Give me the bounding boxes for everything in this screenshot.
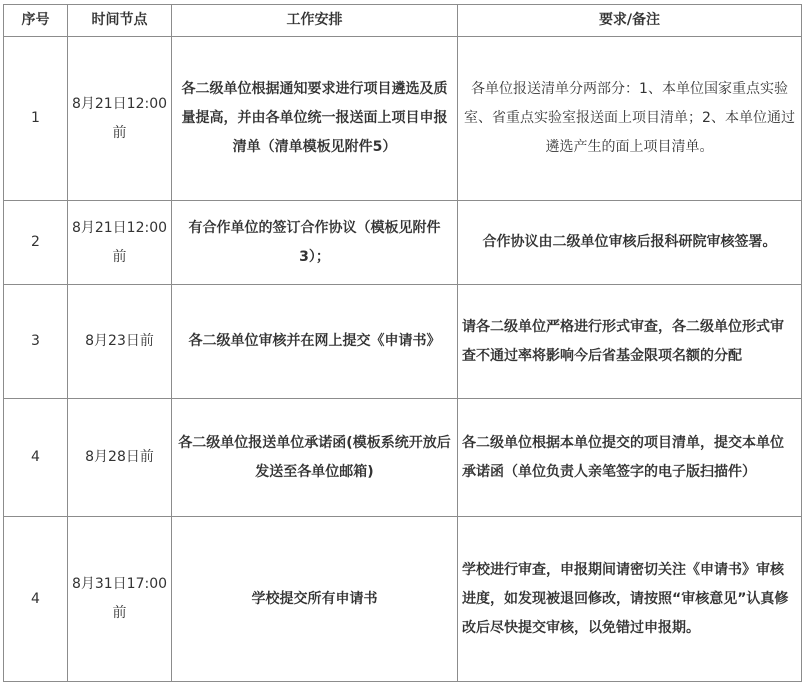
cell-note: 请各二级单位严格进行形式审查，各二级单位形式审查不通过率将影响今后省基金限项名额的分配 bbox=[458, 285, 802, 399]
cell-note: 各单位报送清单分两部分：1、本单位国家重点实验室、省重点实验室报送面上项目清单；2、本单位通过遴选产生的面上项目清单。 bbox=[458, 37, 802, 201]
cell-work: 各二级单位根据通知要求进行项目遴选及质量提高，并由各单位统一报送面上项目申报清单（清单模板见附件5） bbox=[172, 37, 458, 201]
table-header-row bbox=[4, 5, 802, 37]
table-row bbox=[4, 517, 802, 682]
cell-time: 8月21日12:00前 bbox=[68, 201, 172, 285]
cell-seq: 2 bbox=[4, 201, 68, 285]
cell-work: 学校提交所有申请书 bbox=[172, 517, 458, 682]
cell-note: 学校进行审查，申报期间请密切关注《申请书》审核进度，如发现被退回修改，请按照“审核意见”认真修改后尽快提交审核，以免错过申报期。 bbox=[458, 517, 802, 682]
cell-work: 各二级单位审核并在网上提交《申请书》 bbox=[172, 285, 458, 399]
schedule-table bbox=[3, 4, 802, 682]
cell-work: 有合作单位的签订合作协议（模板见附件3）； bbox=[172, 201, 458, 285]
cell-seq: 4 bbox=[4, 517, 68, 682]
table-row bbox=[4, 201, 802, 285]
cell-time: 8月21日12:00前 bbox=[68, 37, 172, 201]
cell-seq: 3 bbox=[4, 285, 68, 399]
table-row bbox=[4, 37, 802, 201]
header-time: 时间节点 bbox=[68, 5, 172, 37]
cell-time: 8月23日前 bbox=[68, 285, 172, 399]
table-row bbox=[4, 399, 802, 517]
cell-seq: 4 bbox=[4, 399, 68, 517]
cell-time: 8月31日17:00前 bbox=[68, 517, 172, 682]
cell-note: 各二级单位根据本单位提交的项目清单，提交本单位承诺函（单位负责人亲笔签字的电子版扫描件） bbox=[458, 399, 802, 517]
header-seq: 序号 bbox=[4, 5, 68, 37]
header-note: 要求/备注 bbox=[458, 5, 802, 37]
table-row bbox=[4, 285, 802, 399]
cell-note: 合作协议由二级单位审核后报科研院审核签署。 bbox=[458, 201, 802, 285]
cell-seq: 1 bbox=[4, 37, 68, 201]
header-work: 工作安排 bbox=[172, 5, 458, 37]
cell-time: 8月28日前 bbox=[68, 399, 172, 517]
cell-work: 各二级单位报送单位承诺函(模板系统开放后发送至各单位邮箱) bbox=[172, 399, 458, 517]
